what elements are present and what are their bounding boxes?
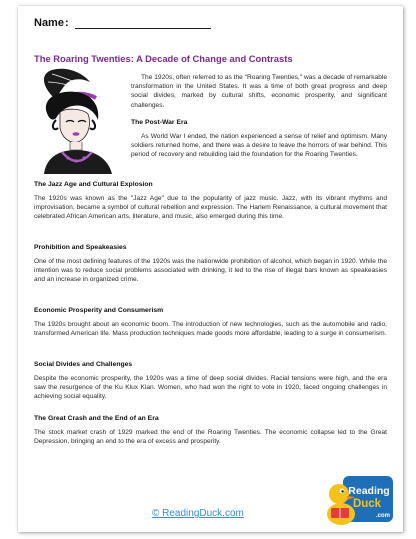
section-paragraph: Despite the economic prosperity, the 1920s was a time of deep social divides. Racial tensions were high, and the era saw the resurgence of the Ku Klux Klan. Women, who had won the right to vote in 1920, faced ongoing challenges in achieving social equality. [34,375,387,401]
section-paragraph: The 1920s was known as the "Jazz Age" due to the popularity of jazz music. Jazz, with its vibrant rhythms and improvisation, became a symbol of cultural rebellion and expression. The Harlem Renaissance, a cultural movement that celebrated African American arts, literature, and music, also emerged during this time. [34,195,387,221]
logo-domain: .com [375,513,391,519]
flapper-portrait-illustration [32,68,128,174]
worksheet-title: The Roaring Twenties: A Decade of Change and Contrasts [34,53,293,64]
section-paragraph: The 1920s brought about an economic boom. The introduction of new technologies, such as the automobile and radio, transformed American life. Mass production techniques made goods more affordable, leading to a surge in consumerism. [34,321,387,338]
logo-word-reading: Reading [348,485,390,497]
section-heading: Economic Prosperity and Consumerism [34,307,164,314]
name-blank-line[interactable] [75,18,211,29]
readingduck-link[interactable]: © ReadingDuck.com [152,508,244,519]
intro-paragraph: The 1920s, often referred to as the "Roaring Twenties," was a decade of remarkable transformation in the United States. It was a time of both great progress and deep social divides, marked by cultural shifts, economic prosperity, and significant challenges. [131,74,387,109]
worksheet-page [18,6,403,532]
section-paragraph-1: As World War I ended, the nation experienced a sense of relief and optimism. Many soldiers returned home, and there was a desire to leave the horrors of war behind. This period of recovery and rebuilding laid the foundation for the Roaring Twenties. [131,133,387,159]
section-paragraph: One of the most defining features of the 1920s was the nationwide prohibition of alcohol, which began in 1920. While the intention was to reduce social problems associated with drinking, it led to the rise of illegal bars known as speakeasies and an increase in organized crime. [34,258,387,284]
section-heading: The Post-War Era [131,119,188,126]
logo-word-duck: Duck [352,498,382,510]
readingduck-logo[interactable] [325,470,395,528]
section-heading: The Great Crash and the End of an Era [34,415,159,422]
section-paragraph: The stock market crash of 1929 marked the end of the Roaring Twenties. The economic collapse led to the Great Depression, bringing an end to the era of excess and prosperity. [34,429,387,446]
name-label: Name [34,17,64,29]
section-heading: Social Divides and Challenges [34,361,133,368]
name-field-row: Name : [34,17,211,29]
section-heading: Prohibition and Speakeasies [34,244,127,251]
section-heading: The Jazz Age and Cultural Explosion [34,181,153,188]
